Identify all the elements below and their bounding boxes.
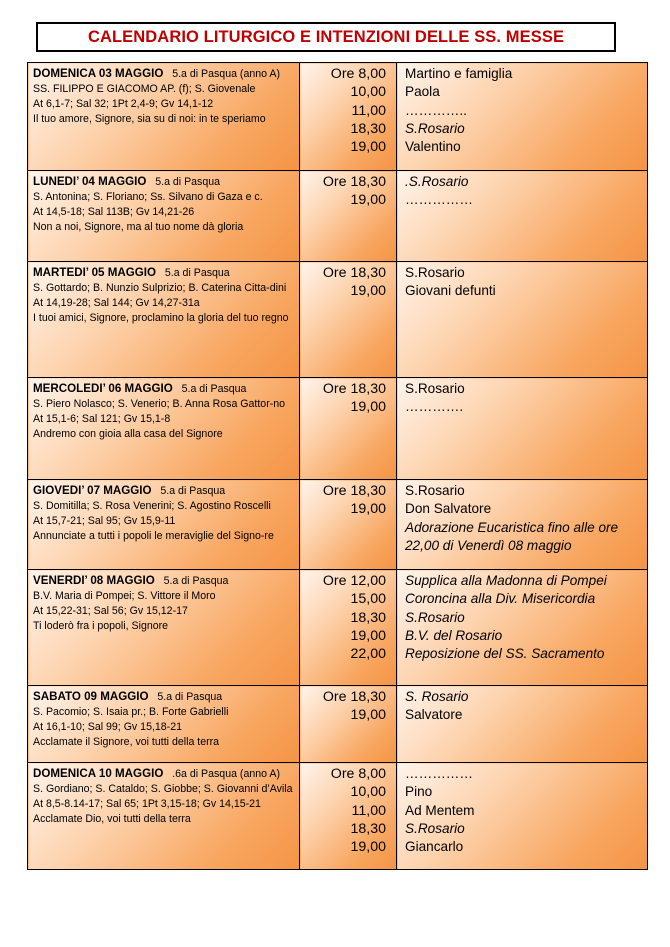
mass-times-cell [300, 686, 397, 763]
liturgical-season: 5.a di Pasqua [164, 267, 230, 279]
liturgy-cell [28, 171, 300, 262]
intentions-cell [397, 171, 648, 262]
mass-intention: Paola [405, 84, 440, 100]
mass-intention: S. Rosario [405, 689, 469, 704]
liturgy-cell [28, 763, 300, 870]
calendar-table [27, 62, 648, 870]
mass-intention: ………….. [405, 102, 467, 118]
mass-time: 22,00 [350, 646, 386, 663]
readings: At 14,5-18; Sal 113B; Gv 14,21-26 [33, 206, 195, 218]
mass-times-cell [300, 480, 397, 570]
liturgical-season: 5.a di Pasqua [160, 485, 226, 497]
mass-intention: S.Rosario [405, 820, 465, 836]
readings: At 16,1-10; Sal 99; Gv 15,18-21 [33, 721, 182, 733]
liturgical-season: 5.a di Pasqua [163, 575, 229, 587]
mass-intention: Coroncina alla Div. Misericordia [405, 591, 596, 607]
mass-time: 19,00 [350, 399, 386, 416]
readings: At 8,5-8.14-17; Sal 65; 1Pt 3,15-18; Gv 14,15-21 [33, 798, 261, 810]
intentions-cell [397, 763, 648, 870]
mass-times-cell [300, 63, 397, 171]
mass-intention: Giancarlo [405, 839, 464, 855]
mass-intention: .S.Rosario [405, 174, 469, 189]
mass-time: 19,00 [350, 627, 386, 644]
intentions-cell [397, 63, 648, 171]
mass-intention: S.Rosario [405, 120, 465, 136]
mass-intention: Ad Mentem [405, 802, 475, 818]
mass-intention: Pino [405, 784, 433, 800]
mass-time: Ore 18,30 [322, 483, 386, 499]
mass-time: 19,00 [350, 283, 386, 300]
liturgy-cell [28, 480, 300, 570]
liturgy-cell [28, 686, 300, 763]
mass-intention: S.Rosario [405, 483, 465, 498]
psalm-refrain: Ti loderò fra i popoli, Signore [33, 620, 169, 632]
liturgical-season: 5.a di Pasqua (anno A) [172, 68, 280, 80]
psalm-refrain: Non a noi, Signore, ma al tuo nome dà gloria [33, 221, 244, 233]
mass-intention: Giovani defunti [405, 283, 496, 299]
liturgical-season: 5.a di Pasqua [181, 383, 247, 395]
mass-time: 19,00 [350, 139, 386, 156]
day-row [28, 686, 648, 763]
mass-time: 18,30 [350, 609, 386, 626]
mass-intention: Supplica alla Madonna di Pompei [405, 573, 607, 588]
mass-time: Ore 8,00 [330, 766, 386, 782]
intentions-cell [397, 480, 648, 570]
psalm-refrain: Andremo con gioia alla casa del Signore [33, 428, 223, 440]
liturgy-cell [28, 63, 300, 171]
readings: At 15,7-21; Sal 95; Gv 15,9-11 [33, 515, 176, 527]
psalm-refrain: Acclamate il Signore, voi tutti della terra [33, 736, 220, 748]
liturgy-cell [28, 378, 300, 480]
mass-time: Ore 18,30 [322, 265, 386, 281]
saints-of-day: S. Gottardo; B. Nunzio Sulprizio; B. Caterina Citta-dini [33, 282, 287, 294]
day-name: MARTEDI’ 05 MAGGIO [33, 266, 157, 279]
day-name: GIOVEDI’ 07 MAGGIO [33, 484, 152, 497]
mass-times-cell [300, 570, 397, 686]
mass-time: 15,00 [350, 591, 386, 608]
saints-of-day: S. Gordiano; S. Cataldo; S. Giobbe; S. Giovanni d’Avila [33, 783, 293, 795]
day-row [28, 763, 648, 870]
liturgical-season: 5.a di Pasqua [155, 176, 221, 188]
mass-times-cell [300, 171, 397, 262]
intentions-cell [397, 378, 648, 480]
mass-time: 11,00 [351, 802, 386, 819]
mass-time: 19,00 [350, 839, 386, 856]
day-row [28, 570, 648, 686]
mass-time: 18,30 [350, 820, 386, 837]
saints-of-day: B.V. Maria di Pompei; S. Vittore il Moro [33, 590, 216, 602]
readings: At 6,1-7; Sal 32; 1Pt 2,4-9; Gv 14,1-12 [33, 98, 214, 110]
mass-intention: S.Rosario [405, 265, 465, 280]
day-name: SABATO 09 MAGGIO [33, 690, 149, 703]
day-name: DOMENICA 03 MAGGIO [33, 67, 164, 80]
mass-time: 19,00 [350, 707, 386, 724]
day-name: DOMENICA 10 MAGGIO [33, 767, 164, 780]
intentions-cell [397, 570, 648, 686]
header-box [36, 22, 616, 52]
mass-time: Ore 8,00 [330, 66, 386, 82]
mass-intention: …………… [405, 766, 473, 781]
mass-intention: …………… [405, 192, 473, 208]
mass-time: 19,00 [350, 501, 386, 518]
intentions-cell [397, 686, 648, 763]
psalm-refrain: I tuoi amici, Signore, proclamino la gloria del tuo regno [33, 312, 289, 324]
mass-times-cell [300, 262, 397, 378]
saints-of-day: S. Pacomio; S. Isaia pr.; B. Forte Gabrielli [33, 706, 229, 718]
saints-of-day: SS. FILIPPO E GIACOMO AP. (f); S. Giovenale [33, 83, 256, 95]
mass-time: Ore 12,00 [322, 573, 386, 589]
readings: At 15,22-31; Sal 56; Gv 15,12-17 [33, 605, 188, 617]
mass-intention: Don Salvatore [405, 501, 492, 517]
liturgy-cell [28, 570, 300, 686]
day-name: MERCOLEDI’ 06 MAGGIO [33, 382, 173, 395]
mass-time: 19,00 [350, 192, 386, 209]
saints-of-day: S. Antonina; S. Floriano; Ss. Silvano di Gaza e c. [33, 191, 263, 203]
mass-times-cell [300, 378, 397, 480]
day-name: LUNEDI’ 04 MAGGIO [33, 175, 147, 188]
day-name: VENERDI’ 08 MAGGIO [33, 574, 155, 587]
mass-time: 10,00 [350, 84, 386, 101]
mass-time: Ore 18,30 [322, 174, 386, 190]
day-row [28, 262, 648, 378]
intentions-cell [397, 262, 648, 378]
mass-time: Ore 18,30 [322, 689, 386, 705]
liturgy-cell [28, 262, 300, 378]
mass-time: Ore 18,30 [322, 381, 386, 397]
psalm-refrain: Acclamate Dio, voi tutti della terra [33, 813, 191, 825]
saints-of-day: S. Piero Nolasco; S. Venerio; B. Anna Rosa Gattor-no [33, 398, 286, 410]
readings: At 15,1-6; Sal 121; Gv 15,1-8 [33, 413, 171, 425]
day-row [28, 480, 648, 570]
page-title: CALENDARIO LITURGICO E INTENZIONI DELLE SS. MESSE [87, 27, 565, 46]
mass-times-cell [300, 763, 397, 870]
day-row [28, 63, 648, 171]
mass-intention: …………. [405, 399, 464, 415]
liturgical-season: 5.a di Pasqua [157, 691, 223, 703]
liturgical-season: .6a di Pasqua (anno A) [172, 768, 280, 780]
mass-intention: Valentino [405, 139, 461, 155]
day-row [28, 378, 648, 480]
mass-time: 11,00 [351, 102, 386, 119]
mass-intention: B.V. del Rosario [405, 627, 503, 643]
psalm-refrain: Il tuo amore, Signore, sia su di noi: in te speriamo [33, 113, 266, 125]
psalm-refrain: Annunciate a tutti i popoli le meraviglie del Signo-re [33, 530, 274, 542]
mass-intention: Martino e famiglia [405, 66, 513, 81]
mass-time: 10,00 [350, 784, 386, 801]
mass-intention: S.Rosario [405, 381, 465, 396]
mass-intention: S.Rosario [405, 609, 465, 625]
day-row [28, 171, 648, 262]
mass-intention: Reposizione del SS. Sacramento [405, 646, 605, 662]
mass-intention: Adorazione Eucaristica fino alle ore 22,00 di Venerdì 08 maggio [405, 519, 619, 553]
readings: At 14,19-28; Sal 144; Gv 14,27-31a [33, 297, 200, 309]
saints-of-day: S. Domitilla; S. Rosa Venerini; S. Agostino Roscelli [33, 500, 271, 512]
mass-time: 18,30 [350, 120, 386, 137]
mass-intention: Salvatore [405, 707, 463, 723]
